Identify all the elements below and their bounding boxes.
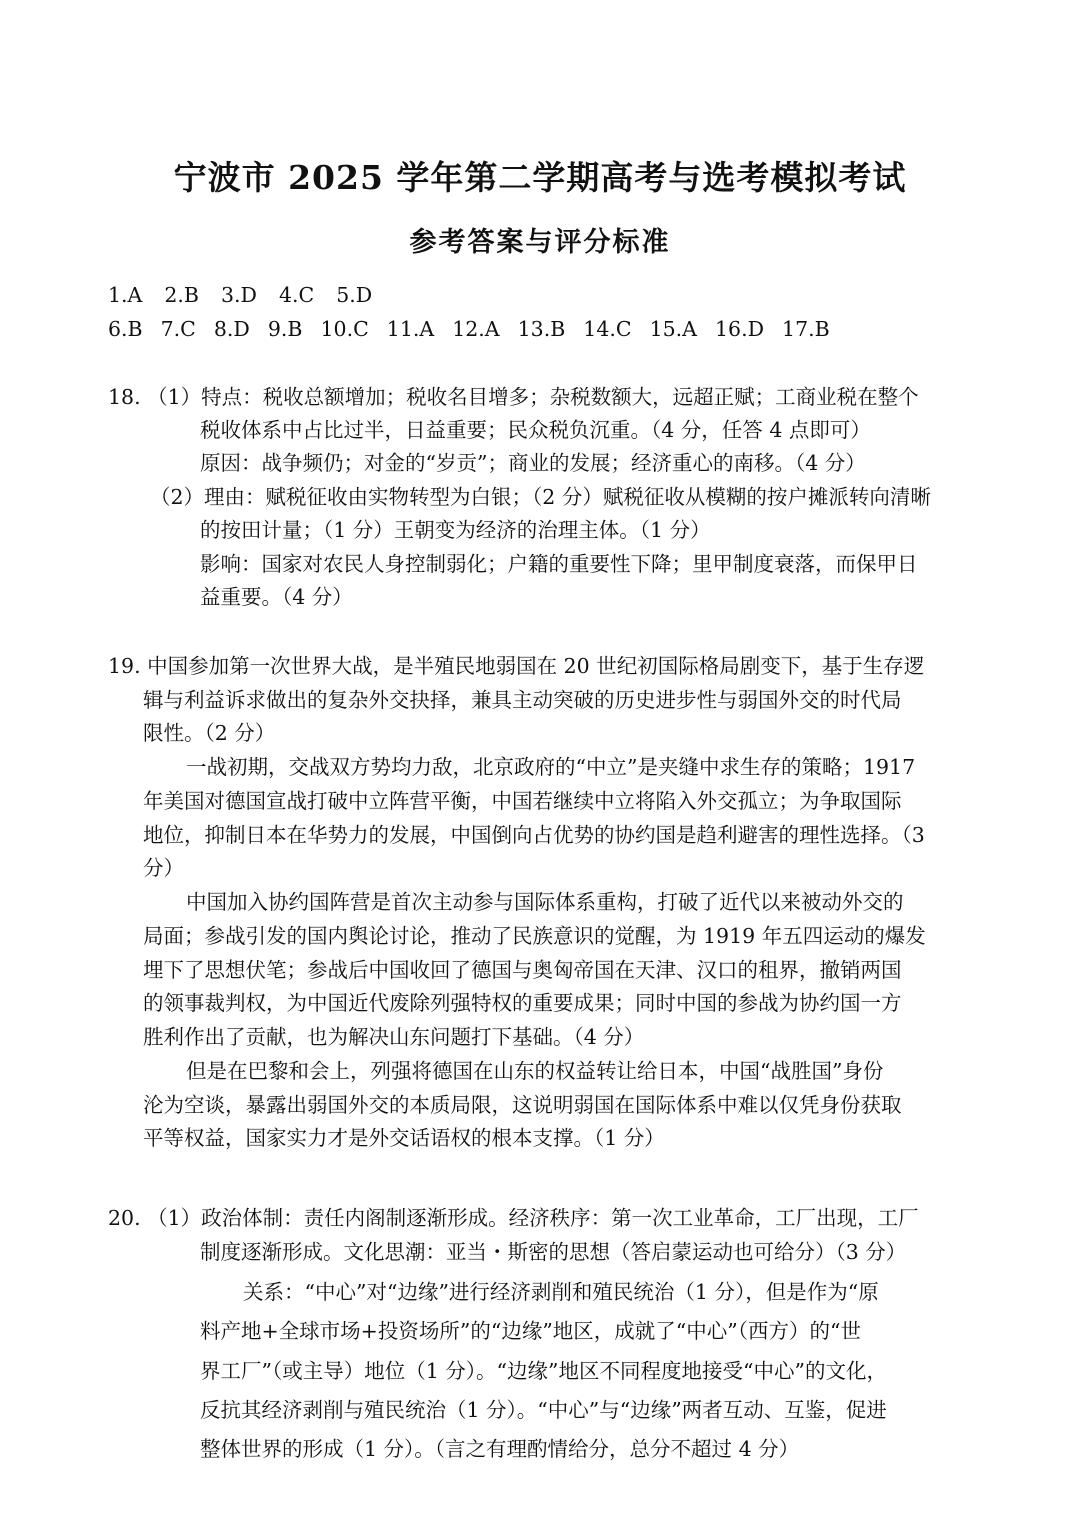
mc-answer: 15.A [649, 317, 697, 341]
mc-answer: 1.A [108, 283, 143, 307]
mc-answer: 4.C [279, 283, 315, 307]
q19-line: 埋下了思想伏笔；参战后中国收回了德国与奥匈帝国在天津、汉口的租界，撤销两国 [143, 958, 902, 982]
q20-line: 关系：“中心”对“边缘”进行经济剥削和殖民统治（1 分），但是作为“原 [243, 1280, 879, 1304]
q20-line: 制度逐渐形成。文化思潮：亚当・斯密的思想（答启蒙运动也可给分）（3 分） [200, 1240, 907, 1264]
q19-line: 地位，抑制日本在华势力的发展，中国倒向占优势的协约国是趋利避害的理性选择。（3 [143, 823, 925, 847]
q20-line: 反抗其经济剥削与殖民统治（1 分）。“中心”与“边缘”两者互动、互鉴，促进 [200, 1398, 887, 1422]
mc-answer: 10.C [320, 317, 369, 341]
q19-line: 胜利作出了贡献，也为解决山东问题打下基础。（4 分） [143, 1025, 645, 1049]
mc-answer: 7.C [160, 317, 196, 341]
mc-answer: 6.B [108, 317, 143, 341]
mc-answer: 8.D [213, 317, 250, 341]
q19-line: 平等权益，国家实力才是外交话语权的根本支撑。（1 分） [143, 1126, 665, 1150]
mc-answers-row-1 [108, 280, 372, 310]
mc-answer: 12.A [452, 317, 500, 341]
q18-line: 影响：国家对农民人身控制弱化；户籍的重要性下降；里甲制度衰落，而保甲日 [200, 552, 918, 576]
q19-line: 年美国对德国宣战打破中立阵营平衡，中国若继续中立将陷入外交孤立；为争取国际 [143, 789, 902, 813]
q18-line: （2）理由：赋税征收由实物转型为白银；（2 分）赋税征收从模糊的按户摊派转向清晰 [150, 485, 931, 509]
q18-line: 的按田计量；（1 分）王朝变为经济的治理主体。（1 分） [200, 518, 711, 542]
q19-line: 分） [143, 856, 184, 880]
page-subtitle: 参考答案与评分标准 [409, 227, 671, 258]
q19-line: 局面；参战引发的国内舆论讨论，推动了民族意识的觉醒，为 1919 年五四运动的爆发 [143, 924, 926, 948]
mc-answer: 2.B [164, 283, 199, 307]
mc-answer: 9.B [267, 317, 303, 341]
mc-answer: 17.B [782, 317, 830, 341]
page-title: 宁波市 2025 学年第二学期高考与选考模拟考试 [173, 158, 907, 197]
mc-answer: 14.C [583, 317, 632, 341]
q20-line: 整体世界的形成（1 分）。（言之有理酌情给分，总分不超过 4 分） [200, 1437, 800, 1461]
q20-line: 料产地+全球市场+投资场所”的“边缘”地区，成就了“中心”（西方）的“世 [200, 1319, 861, 1343]
q19-line: 但是在巴黎和会上，列强将德国在山东的权益转让给日本，中国“战胜国”身份 [186, 1059, 884, 1083]
mc-answer: 13.B [517, 317, 566, 341]
q19-line: 的领事裁判权，为中国近代废除列强特权的重要成果；同时中国的参战为协约国一方 [143, 991, 902, 1015]
q18-line: 原因：战争频仍；对金的“岁贡”；商业的发展；经济重心的南移。（4 分） [200, 451, 866, 475]
q18-line: 益重要。（4 分） [200, 585, 353, 609]
mc-answer: 3.D [221, 283, 257, 307]
q20-line: 20. （1）政治体制：责任内阁制逐渐形成。经济秩序：第一次工业革命，工厂出现，工厂 [108, 1206, 919, 1230]
mc-answer: 5.D [336, 283, 373, 307]
q19-line: 沦为空谈，暴露出弱国外交的本质局限，这说明弱国在国际体系中难以仅凭身份获取 [143, 1093, 902, 1117]
q19-line: 辑与利益诉求做出的复杂外交抉择，兼具主动突破的历史进步性与弱国外交的时代局 [143, 688, 902, 712]
q19-line: 中国加入协约国阵营是首次主动参与国际体系重构，打破了近代以来被动外交的 [186, 890, 904, 914]
q19-line: 限性。（2 分） [143, 721, 276, 745]
q18-line: 税收体系中占比过半，日益重要；民众税负沉重。（4 分，任答 4 点即可） [200, 418, 871, 442]
q18-line: 18. （1）特点：税收总额增加；税收名目增多；杂税数额大，远超正赋；工商业税在整个 [108, 385, 919, 409]
q19-line: 一战初期，交战双方势均力敌，北京政府的“中立”是夹缝中求生存的策略；1917 [186, 755, 916, 779]
mc-answers-row-2 [108, 314, 830, 344]
mc-answer: 16.D [714, 317, 765, 341]
mc-answer: 11.A [386, 317, 435, 341]
q19-line: 19. 中国参加第一次世界大战，是半殖民地弱国在 20 世纪初国际格局剧变下，基于生存逻 [108, 654, 925, 678]
q20-line: 界工厂”（或主导）地位（1 分）。“边缘”地区不同程度地接受“中心”的文化， [200, 1359, 887, 1383]
